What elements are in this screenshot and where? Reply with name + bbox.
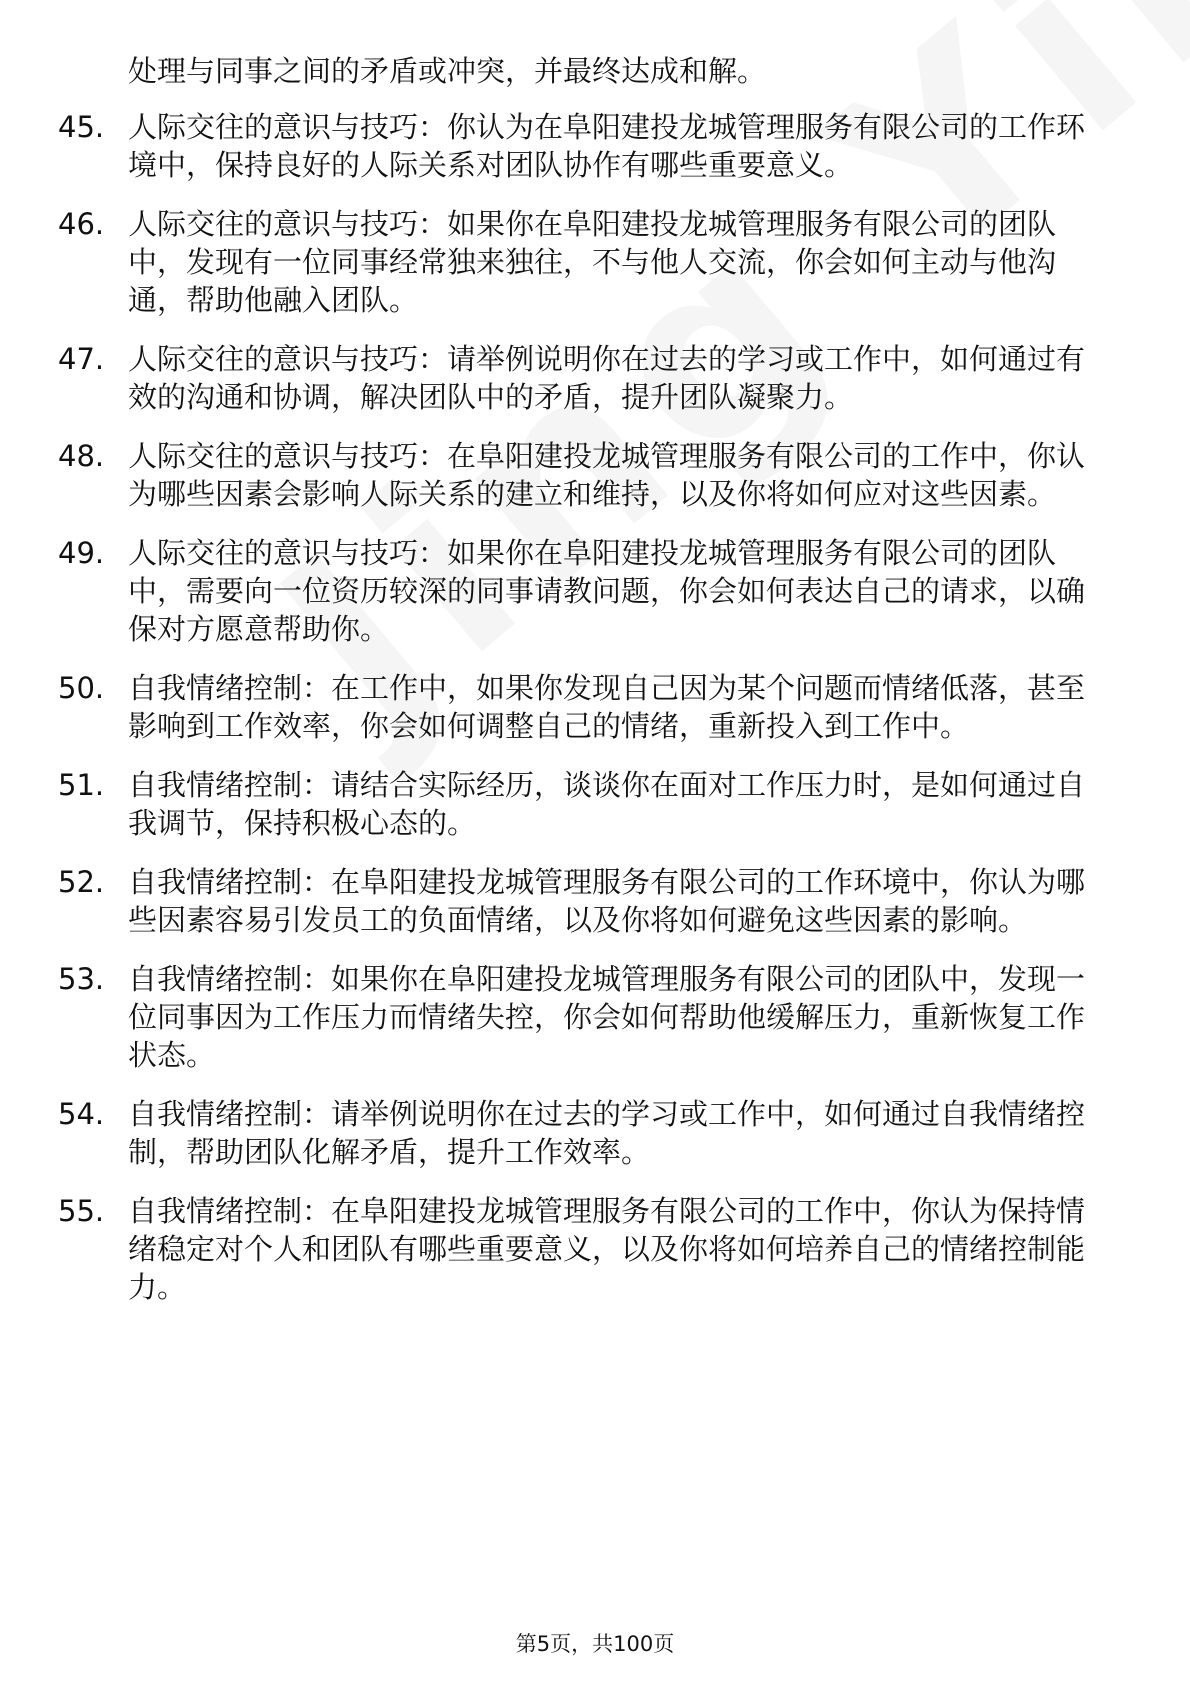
question-number: 49. [58, 536, 105, 570]
page-footer: 第5页，共100页 [515, 1632, 675, 1656]
question-text: 自我情绪控制：在工作中，如果你发现自己因为某个问题而情绪低落，甚至影响到工作效率，你会如何调整自己的情绪，重新投入到工作中。 [128, 671, 1086, 743]
question-text: 自我情绪控制：请举例说明你在过去的学习或工作中，如何通过自我情绪控制，帮助团队化解矛盾，提升工作效率。 [128, 1097, 1086, 1169]
question-text: 自我情绪控制：请结合实际经历，谈谈你在面对工作压力时，是如何通过自我调节，保持积极心态的。 [128, 768, 1086, 840]
question-number: 47. [58, 342, 105, 376]
question-text: 人际交往的意识与技巧：如果你在阜阳建投龙城管理服务有限公司的团队中，发现有一位同事经常独来独往，不与他人交流，你会如何主动与他沟通，帮助他融入团队。 [128, 207, 1057, 317]
question-text: 人际交往的意识与技巧：请举例说明你在过去的学习或工作中，如何通过有效的沟通和协调，解决团队中的矛盾，提升团队凝聚力。 [128, 342, 1086, 414]
question-item [0, 437, 1190, 513]
question-number: 54. [58, 1097, 105, 1131]
question-text: 人际交往的意识与技巧：如果你在阜阳建投龙城管理服务有限公司的团队中，需要向一位资历较深的同事请教问题，你会如何表达自己的请求，以确保对方愿意帮助你。 [128, 536, 1086, 646]
question-number: 53. [58, 962, 105, 996]
question-number: 55. [58, 1194, 105, 1228]
question-text: 人际交往的意识与技巧：你认为在阜阳建投龙城管理服务有限公司的工作环境中，保持良好的人际关系对团队协作有哪些重要意义。 [128, 110, 1086, 182]
question-item [0, 960, 1190, 1074]
question-number: 48. [58, 439, 105, 473]
question-text: 自我情绪控制：在阜阳建投龙城管理服务有限公司的工作中，你认为保持情绪稳定对个人和团队有哪些重要意义，以及你将如何培养自己的情绪控制能力。 [128, 1194, 1086, 1304]
question-number: 45. [58, 110, 105, 144]
question-number: 52. [58, 865, 105, 899]
question-text: 人际交往的意识与技巧：在阜阳建投龙城管理服务有限公司的工作中，你认为哪些因素会影响人际关系的建立和维持，以及你将如何应对这些因素。 [128, 439, 1086, 511]
question-number: 50. [58, 671, 105, 705]
continuation-text: 处理与同事之间的矛盾或冲突，并最终达成和解。 [128, 54, 767, 88]
question-list [0, 108, 1190, 1327]
question-item [0, 669, 1190, 745]
question-item [0, 1192, 1190, 1306]
question-item [0, 340, 1190, 416]
question-text: 自我情绪控制：在阜阳建投龙城管理服务有限公司的工作环境中，你认为哪些因素容易引发员工的负面情绪，以及你将如何避免这些因素的影响。 [128, 865, 1086, 937]
question-text: 自我情绪控制：如果你在阜阳建投龙城管理服务有限公司的团队中，发现一位同事因为工作压力而情绪失控，你会如何帮助他缓解压力，重新恢复工作状态。 [128, 962, 1086, 1072]
question-item [0, 1095, 1190, 1171]
question-number: 51. [58, 768, 105, 802]
question-item [0, 534, 1190, 648]
question-item [0, 766, 1190, 842]
question-item [0, 863, 1190, 939]
question-item [0, 108, 1190, 184]
question-item [0, 205, 1190, 319]
question-number: 46. [58, 207, 105, 241]
